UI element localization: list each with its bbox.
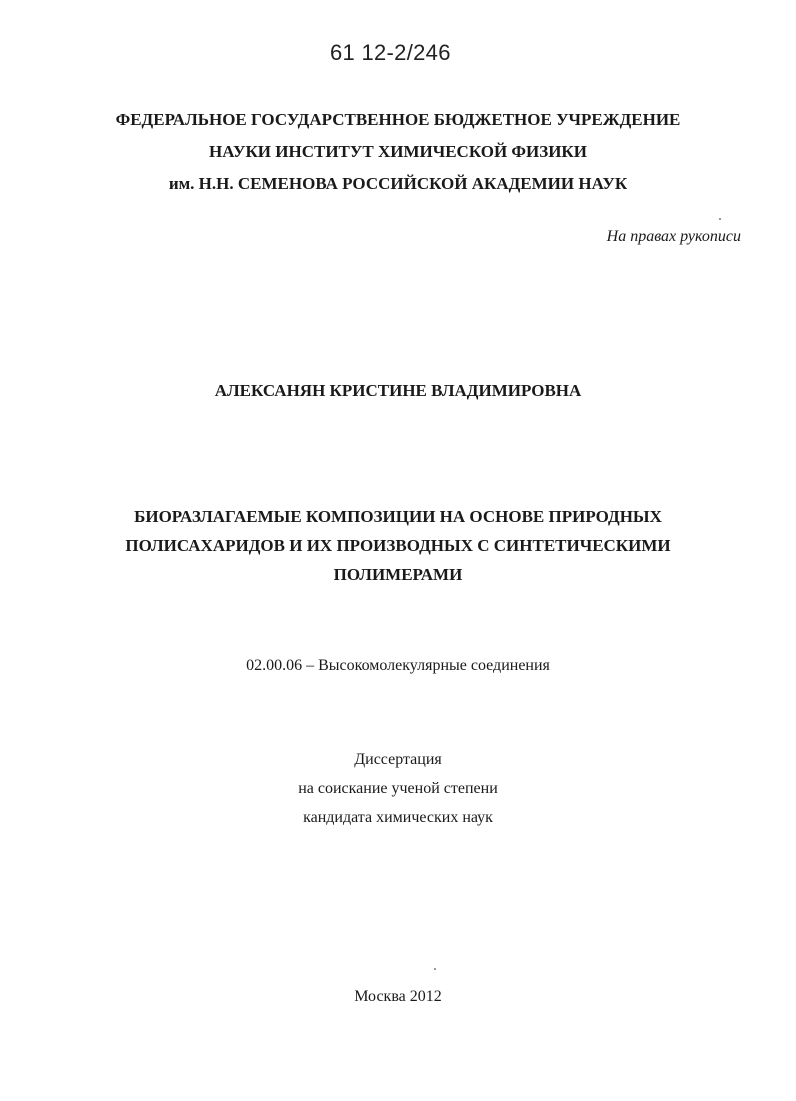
specialty-code: 02.00.06 – Высокомолекулярные соединения [246, 657, 550, 674]
scan-speck [719, 218, 721, 220]
institution-line: ФЕДЕРАЛЬНОЕ ГОСУДАРСТВЕННОЕ БЮДЖЕТНОЕ УЧРЕЖДЕНИЕ [115, 110, 681, 129]
institution-line: НАУКИ ИНСТИТУТ ХИМИЧЕСКОЙ ФИЗИКИ [208, 142, 587, 161]
place-and-year: Москва 2012 [354, 988, 442, 1005]
degree-line: Диссертация [354, 751, 442, 768]
scan-speck [434, 968, 436, 970]
title-line: ПОЛИМЕРАМИ [333, 565, 463, 584]
institution-line: им. Н.Н. СЕМЕНОВА РОССИЙСКОЙ АКАДЕМИИ НАУК [168, 174, 628, 193]
institution-name [0, 104, 796, 200]
rights-notice: На правах рукописи [606, 228, 741, 245]
author-name: АЛЕКСАНЯН КРИСТИНЕ ВЛАДИМИРОВНА [214, 381, 582, 400]
degree-line: кандидата химических наук [303, 809, 493, 826]
catalog-number: 61 12-2/246 [330, 40, 451, 65]
degree-line: на соискание ученой степени [298, 780, 498, 797]
degree-statement [0, 745, 796, 832]
dissertation-title [0, 502, 796, 589]
title-line: БИОРАЗЛАГАЕМЫЕ КОМПОЗИЦИИ НА ОСНОВЕ ПРИРОДНЫХ [134, 507, 662, 526]
title-line: ПОЛИСАХАРИДОВ И ИХ ПРОИЗВОДНЫХ С СИНТЕТИЧЕСКИМИ [125, 536, 671, 555]
